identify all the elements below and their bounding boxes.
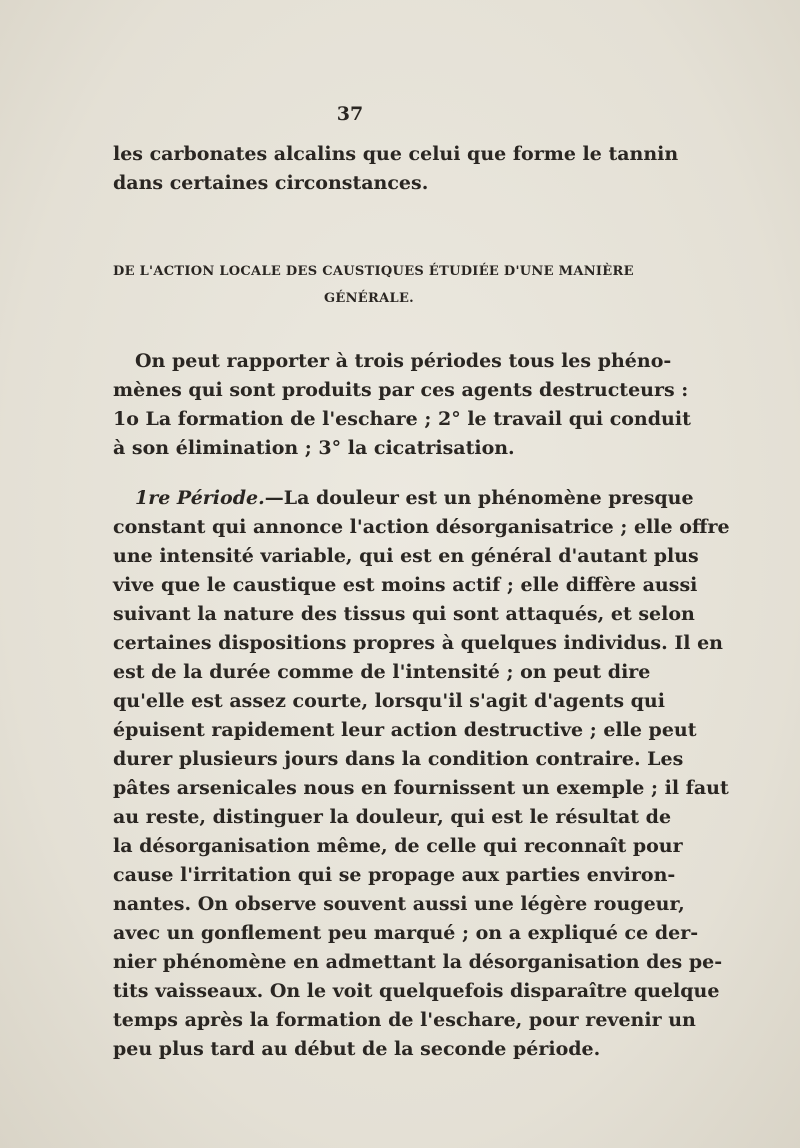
text-line: à son élimination ; 3° la cicatrisation. <box>113 437 515 459</box>
section-heading-continuation: GÉNÉRALE. <box>324 291 414 306</box>
page-content <box>113 140 730 1064</box>
text-line: certaines dispositions propres à quelques individus. Il en <box>113 632 723 654</box>
paragraph-first-period <box>113 484 730 1064</box>
text-line: suivant la nature des tissus qui sont attaqués, et selon <box>113 603 695 625</box>
text-line: peu plus tard au début de la seconde période. <box>113 1038 601 1060</box>
period-label: 1re Période. <box>135 487 265 509</box>
page-number: 37 <box>336 103 364 125</box>
section-heading: DE L'ACTION LOCALE DES CAUSTIQUES ÉTUDIÉE D'UNE MANIÈRE <box>113 264 634 279</box>
text-line: mènes qui sont produits par ces agents destructeurs : <box>113 379 689 401</box>
text-line: une intensité variable, qui est en général d'autant plus <box>113 545 699 567</box>
text-line: qu'elle est assez courte, lorsqu'il s'agit d'agents qui <box>113 690 665 712</box>
text-line-rest: —La douleur est un phénomène presque <box>264 487 694 509</box>
text-line: dans certaines circonstances. <box>113 172 429 194</box>
text-line: 1o La formation de l'eschare ; 2° le travail qui conduit <box>113 408 691 430</box>
text-line: durer plusieurs jours dans la condition contraire. Les <box>113 748 684 770</box>
text-line: On peut rapporter à trois périodes tous les phéno- <box>135 350 672 372</box>
text-line <box>113 484 694 513</box>
text-line: tits vaisseaux. On le voit quelquefois disparaître quelque <box>113 980 720 1002</box>
text-line: constant qui annonce l'action désorganisatrice ; elle offre <box>113 516 730 538</box>
text-line: cause l'irritation qui se propage aux parties environ- <box>113 864 676 886</box>
text-line: épuisent rapidement leur action destructive ; elle peut <box>113 719 697 741</box>
intro-paragraph <box>113 140 679 198</box>
text-line: nantes. On observe souvent aussi une légère rougeur, <box>113 893 685 915</box>
text-line: les carbonates alcalins que celui que forme le tannin <box>113 143 679 165</box>
text-line: vive que le caustique est moins actif ; elle diffère aussi <box>113 574 698 596</box>
paragraph-periods <box>113 347 691 463</box>
text-line: nier phénomène en admettant la désorganisation des pe- <box>113 951 723 973</box>
text-line: avec un gonflement peu marqué ; on a expliqué ce der- <box>113 922 699 944</box>
text-line: est de la durée comme de l'intensité ; on peut dire <box>113 661 651 683</box>
text-line: pâtes arsenicales nous en fournissent un exemple ; il faut <box>113 777 729 799</box>
text-line: la désorganisation même, de celle qui reconnaît pour <box>113 835 683 857</box>
text-line: temps après la formation de l'eschare, pour revenir un <box>113 1009 696 1031</box>
text-line: au reste, distinguer la douleur, qui est le résultat de <box>113 806 672 828</box>
